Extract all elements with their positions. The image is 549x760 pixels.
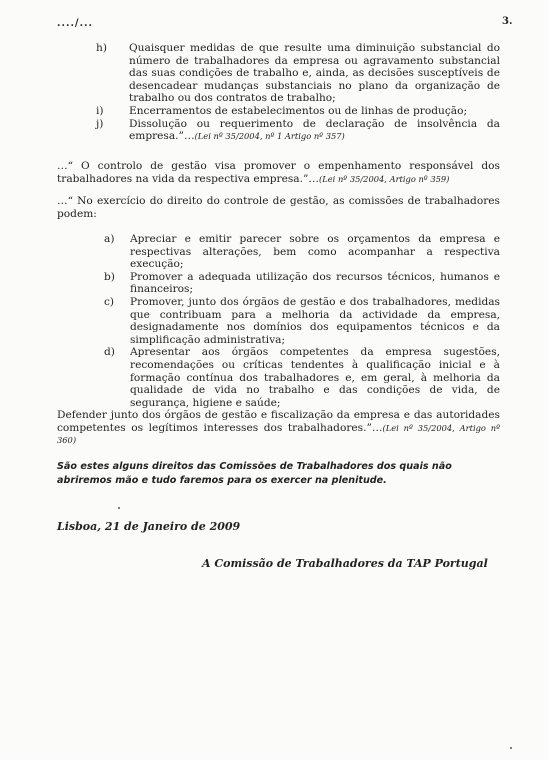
citation: (Lei nº 35/2004, Artigo nº 360) bbox=[57, 422, 500, 446]
list-text: Quaisquer medidas de que resulte uma diminuição substancial do número de trabalhadores da empresa ou agravamento substancial das suas condições de trabalho e, ainda, as decisões susceptíveis de desencadear mudanças substanciais no plano da organização de trabalho ou dos contratos de trabalho; bbox=[129, 42, 500, 105]
paragraph-control bbox=[57, 160, 500, 185]
list-item-i bbox=[96, 105, 500, 118]
list-text: Promover, junto dos órgãos de gestão e dos trabalhadores, medidas que contribuam para a melhoria da actividade da empresa, designadamente nos domínios dos equipamentos técnicos e da simplificação administrativa; bbox=[130, 295, 500, 346]
page-number: 3. bbox=[502, 16, 513, 27]
list-item-h bbox=[96, 42, 500, 105]
list-text: Apreciar e emitir parecer sobre os orçamentos da empresa e respectivas alterações, bem como acompanhar a respectiva execução; bbox=[130, 233, 500, 271]
paragraph-exercise bbox=[57, 195, 500, 220]
list-letter: b) bbox=[104, 270, 115, 283]
date-line: Lisboa, 21 de Janeiro de 2009 bbox=[57, 520, 241, 533]
paragraph-text: …“ O controlo de gestão visa promover o empenhamento responsável dos trabalhadores na vida da respectiva empresa.”… bbox=[57, 160, 500, 185]
citation: (Lei nº 35/2004, nº 1 Artigo nº 357) bbox=[194, 131, 345, 142]
paragraph-defend bbox=[57, 409, 500, 447]
list-continued bbox=[96, 42, 500, 143]
scan-speck bbox=[510, 747, 512, 749]
scan-speck bbox=[118, 507, 120, 509]
list-letter: i) bbox=[96, 104, 104, 117]
list-text: Apresentar aos órgãos competentes da empresa sugestões, recomendações ou críticas tendentes à qualificação inicial e à formação contínua dos trabalhadores e, em geral, à melhoria da qualidade de vida no trabalho e das condições de vida, de segurança, higiene e saúde; bbox=[130, 346, 500, 409]
list-item-b bbox=[104, 271, 500, 296]
list-item-c bbox=[104, 296, 500, 346]
list-text-j-body: Dissolução ou requerimento de declaração de insolvência da empresa.”… bbox=[129, 117, 500, 143]
closing-statement: São estes alguns direitos das Comissões de Trabalhadores dos quais não abriremos mão e tudo faremos para os exercer na plenitude. bbox=[57, 461, 452, 486]
list-text-j bbox=[129, 118, 500, 143]
paragraph-text: Defender junto dos órgãos de gestão e fiscalização da empresa e das autoridades competentes os legítimos interesses dos trabalhadores.”… bbox=[57, 409, 500, 434]
continuation-mark: ..../... bbox=[57, 18, 94, 29]
citation: (Lei nº 35/2004, Artigo nº 359) bbox=[319, 173, 450, 184]
paragraph-text: …“ No exercício do direito do controle de gestão, as comissões de trabalhadores podem: bbox=[57, 195, 500, 220]
list-powers bbox=[104, 233, 500, 409]
list-letter: h) bbox=[96, 42, 107, 54]
list-item-d bbox=[104, 346, 500, 409]
list-text: Encerramentos de estabelecimentos ou de linhas de produção; bbox=[129, 104, 468, 117]
list-item-j bbox=[96, 118, 500, 143]
list-text: Promover a adequada utilização dos recursos técnicos, humanos e financeiros; bbox=[130, 270, 500, 296]
list-item-a bbox=[104, 233, 500, 271]
signature-line: A Comissão de Trabalhadores da TAP Portugal bbox=[202, 557, 488, 570]
list-letter: c) bbox=[104, 295, 115, 308]
list-letter: j) bbox=[96, 117, 104, 130]
list-letter: d) bbox=[104, 346, 115, 359]
list-letter: a) bbox=[104, 233, 115, 245]
